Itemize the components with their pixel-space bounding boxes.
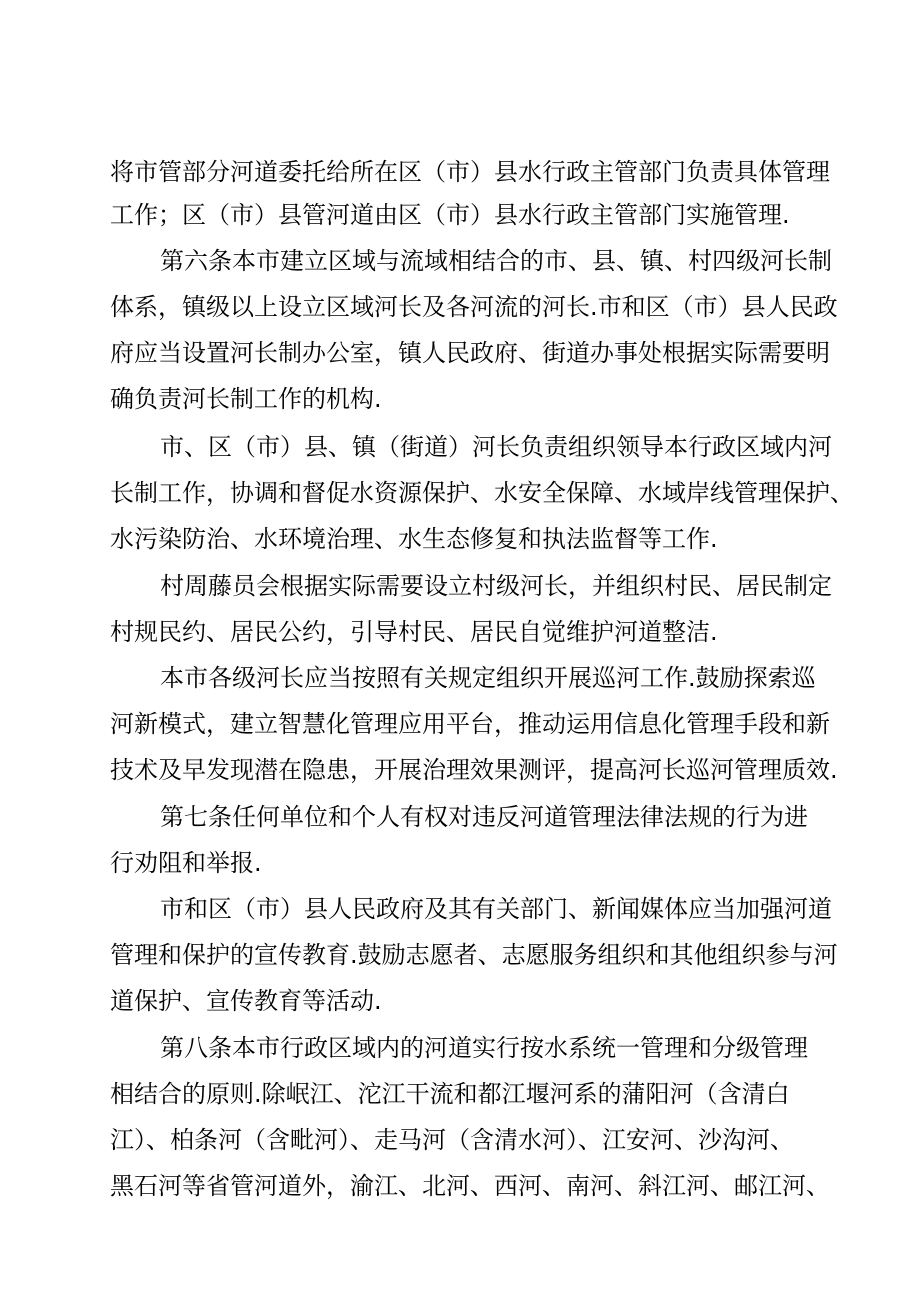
text-line-22: 江）、柏条河（含毗河）、走马河（含清水河）、江安河、沙沟河、	[110, 1126, 794, 1154]
text-line-20: 第八条本市行政区域内的河道实行按水系统一管理和分级管理	[160, 1034, 808, 1062]
text-line-8: 长制工作，协调和督促水资源保护、水安全保障、水域岸线管理保护、	[110, 479, 854, 507]
text-line-7: 市、区（市）县、镇（街道）河长负责组织领导本行政区域内河	[160, 433, 832, 461]
text-line-6: 确负责河长制工作的机构.	[110, 385, 382, 413]
text-line-12: 本市各级河长应当按照有关规定组织开展巡河工作.鼓励探索巡	[160, 664, 816, 692]
text-line-11: 村规民约、居民公约，引导村民、居民自觉维护河道整洁.	[110, 618, 718, 646]
text-line-19: 道保护、宣传教育等活动.	[110, 987, 382, 1015]
text-line-16: 行劝阻和举报.	[110, 849, 262, 877]
text-line-13: 河新模式，建立智慧化管理应用平台，推动运用信息化管理手段和新	[110, 710, 830, 738]
text-line-23: 黑石河等省管河道外，渝江、北河、西河、南河、斜江河、邮江河、	[110, 1172, 830, 1200]
text-line-5: 府应当设置河长制办公室，镇人民政府、街道办事处根据实际需要明	[110, 339, 830, 367]
text-line-3: 第六条本市建立区域与流域相结合的市、县、镇、村四级河长制	[160, 247, 832, 275]
text-line-4: 体系，镇级以上设立区域河长及各河流的河长.市和区（市）县人民政	[110, 293, 838, 321]
text-line-1: 将市管部分河道委托给所在区（市）县水行政主管部门负责具体管理	[110, 158, 830, 186]
text-line-17: 市和区（市）县人民政府及其有关部门、新闻媒体应当加强河道	[160, 895, 832, 923]
text-line-9: 水污染防治、水环境治理、水生态修复和执法监督等工作.	[110, 525, 718, 553]
text-line-2: 工作；区（市）县管河道由区（市）县水行政主管部门实施管理.	[110, 201, 790, 229]
text-line-14: 技术及早发现潜在隐患，开展治理效果测评，提高河长巡河管理质效.	[110, 756, 838, 784]
text-line-15: 第七条任何单位和个人有权对违反河道管理法律法规的行为进	[160, 803, 808, 831]
text-line-21: 相结合的原则.除岷江、沱江干流和都江堰河系的蒲阳河（含清白	[110, 1080, 790, 1108]
text-line-10: 村周藤员会根据实际需要设立村级河长，并组织村民、居民制定	[160, 572, 832, 600]
text-line-18: 管理和保护的宣传教育.鼓励志愿者、志愿服务组织和其他组织参与河	[110, 941, 838, 969]
